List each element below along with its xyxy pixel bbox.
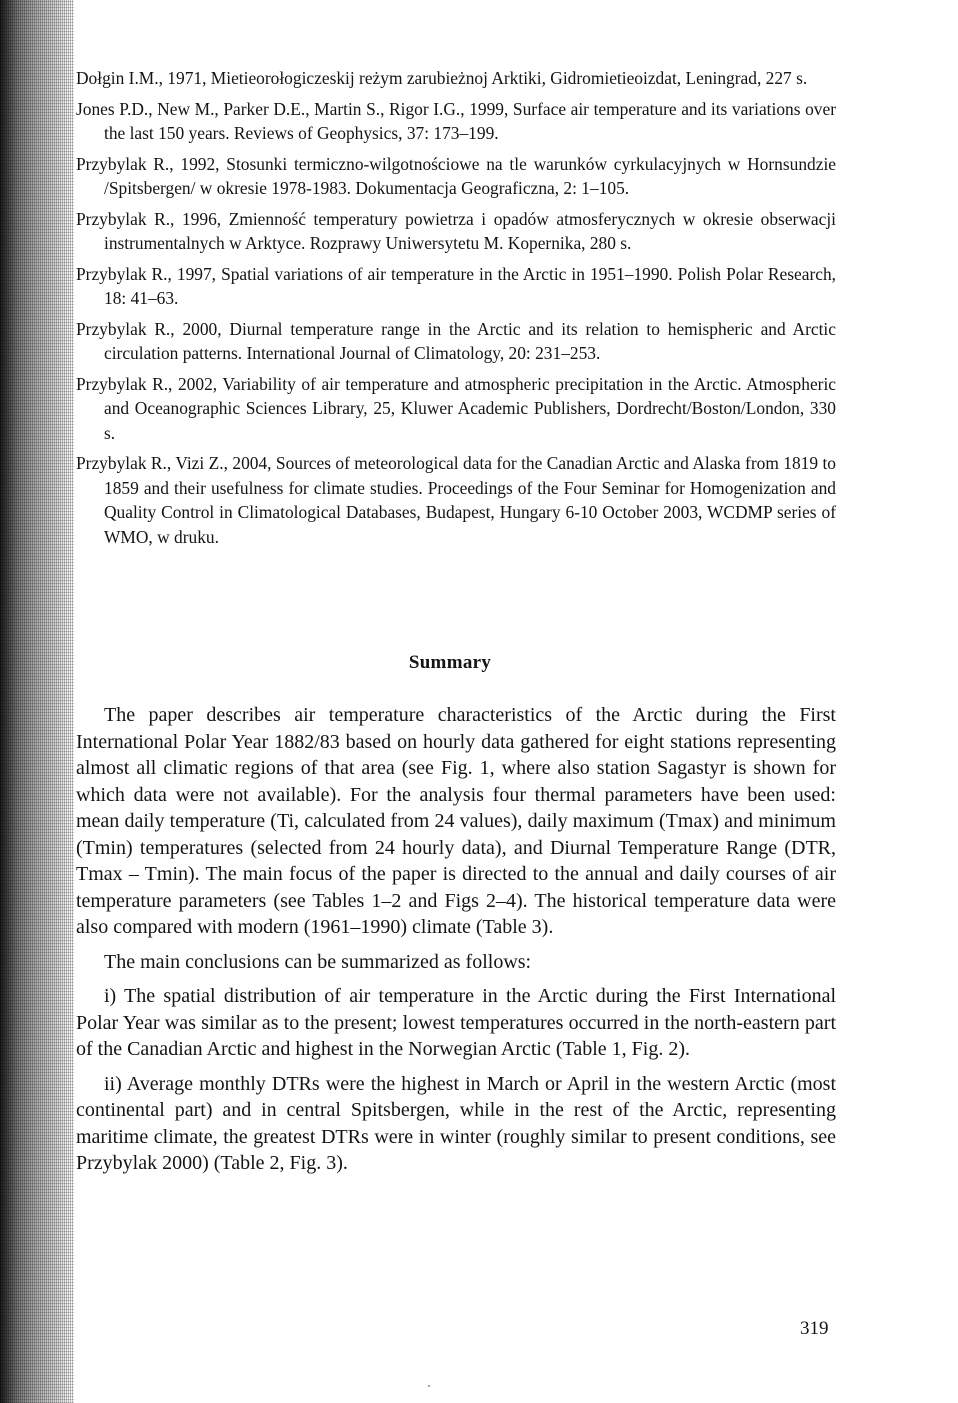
references-list [76,66,836,555]
reference-entry: Przybylak R., 2000, Diurnal temperature range in the Arctic and its relation to hemispheric and Arctic circulation patterns. International Journal of Climatology, 20: 231–253. [76,318,836,363]
reference-entry: Przybylak R., Vizi Z., 2004, Sources of meteorological data for the Canadian Arctic and Alaska from 1819 to 1859 and their usefulness for climate studies. Proceedings of the Four Seminar for Homogenization and Quality Control in Climatological Databases, Budapest, Hungary 6-10 October 2003, WCDMP series of WMO, w druku. [76,453,836,547]
scan-shadow-edge [0,0,74,1403]
summary-body [76,702,836,1185]
reference-entry: Przybylak R., 1996, Zmienność temperatury powietrza i opadów atmosferycznych w okresie obserwacji instrumentalnych w Arktyce. Rozprawy Uniwersytetu M. Kopernika, 280 s. [76,208,836,253]
summary-paragraph: ii) Average monthly DTRs were the highest in March or April in the western Arctic (most continental part) and in central Spitsbergen, while in the rest of the Arctic, representing maritime climate, the greatest DTRs were in winter (roughly similar to present conditions, see Przybylak 2000) (Table 2, Fig. 3). [76,1072,836,1174]
scan-speck [428,1385,430,1387]
summary-paragraph: The paper describes air temperature characteristics of the Arctic during the First International Polar Year 1882/83 based on hourly data gathered for eight stations representing almost all climatic regions of that area (see Fig. 1, where also station Sagastyr is shown for which data were not available). For the analysis four thermal parameters have been used: mean daily temperature (Ti, calculated from 24 values), daily maximum (Tmax) and minimum (Tmin) temperatures (selected from 24 hourly data), and Diurnal Temperature Range (DTR, Tmax – Tmin). The main focus of the paper is directed to the annual and daily courses of air temperature parameters (see Tables 1–2 and Figs 2–4). The historical temperature data were also compared with modern (1961–1990) climate (Table 3). [76,704,836,938]
summary-paragraph: The main conclusions can be summarized as follows: [104,950,532,973]
page-number: 319 [800,1318,829,1339]
summary-heading: Summary [408,652,492,673]
reference-entry: Przybylak R., 1992, Stosunki termiczno-wilgotnościowe na tle warunków cyrkulacyjnych w Hornsundzie /Spitsbergen/ w okresie 1978-1983. Dokumentacja Geograficzna, 2: 1–105. [76,153,836,198]
summary-paragraph: i) The spatial distribution of air temperature in the Arctic during the First International Polar Year was similar as to the present; lowest temperatures occurred in the north-eastern part of the Canadian Arctic and highest in the Norwegian Arctic (Table 1, Fig. 2). [76,985,836,1060]
reference-entry: Dołgin I.M., 1971, Mietieorołogiczeskij reżym zarubieżnoj Arktiki, Gidromietieoizdat, Leningrad, 227 s. [76,68,808,88]
reference-entry: Przybylak R., 2002, Variability of air temperature and atmospheric precipitation in the Arctic. Atmospheric and Oceanographic Sciences Library, 25, Kluwer Academic Publishers, Dordrecht/Boston/London, 330 s. [76,373,836,443]
reference-entry: Przybylak R., 1997, Spatial variations of air temperature in the Arctic in 1951–1990. Polish Polar Research, 18: 41–63. [76,263,836,308]
reference-entry: Jones P.D., New M., Parker D.E., Martin S., Rigor I.G., 1999, Surface air temperature and its variations over the last 150 years. Reviews of Geophysics, 37: 173–199. [76,98,836,143]
